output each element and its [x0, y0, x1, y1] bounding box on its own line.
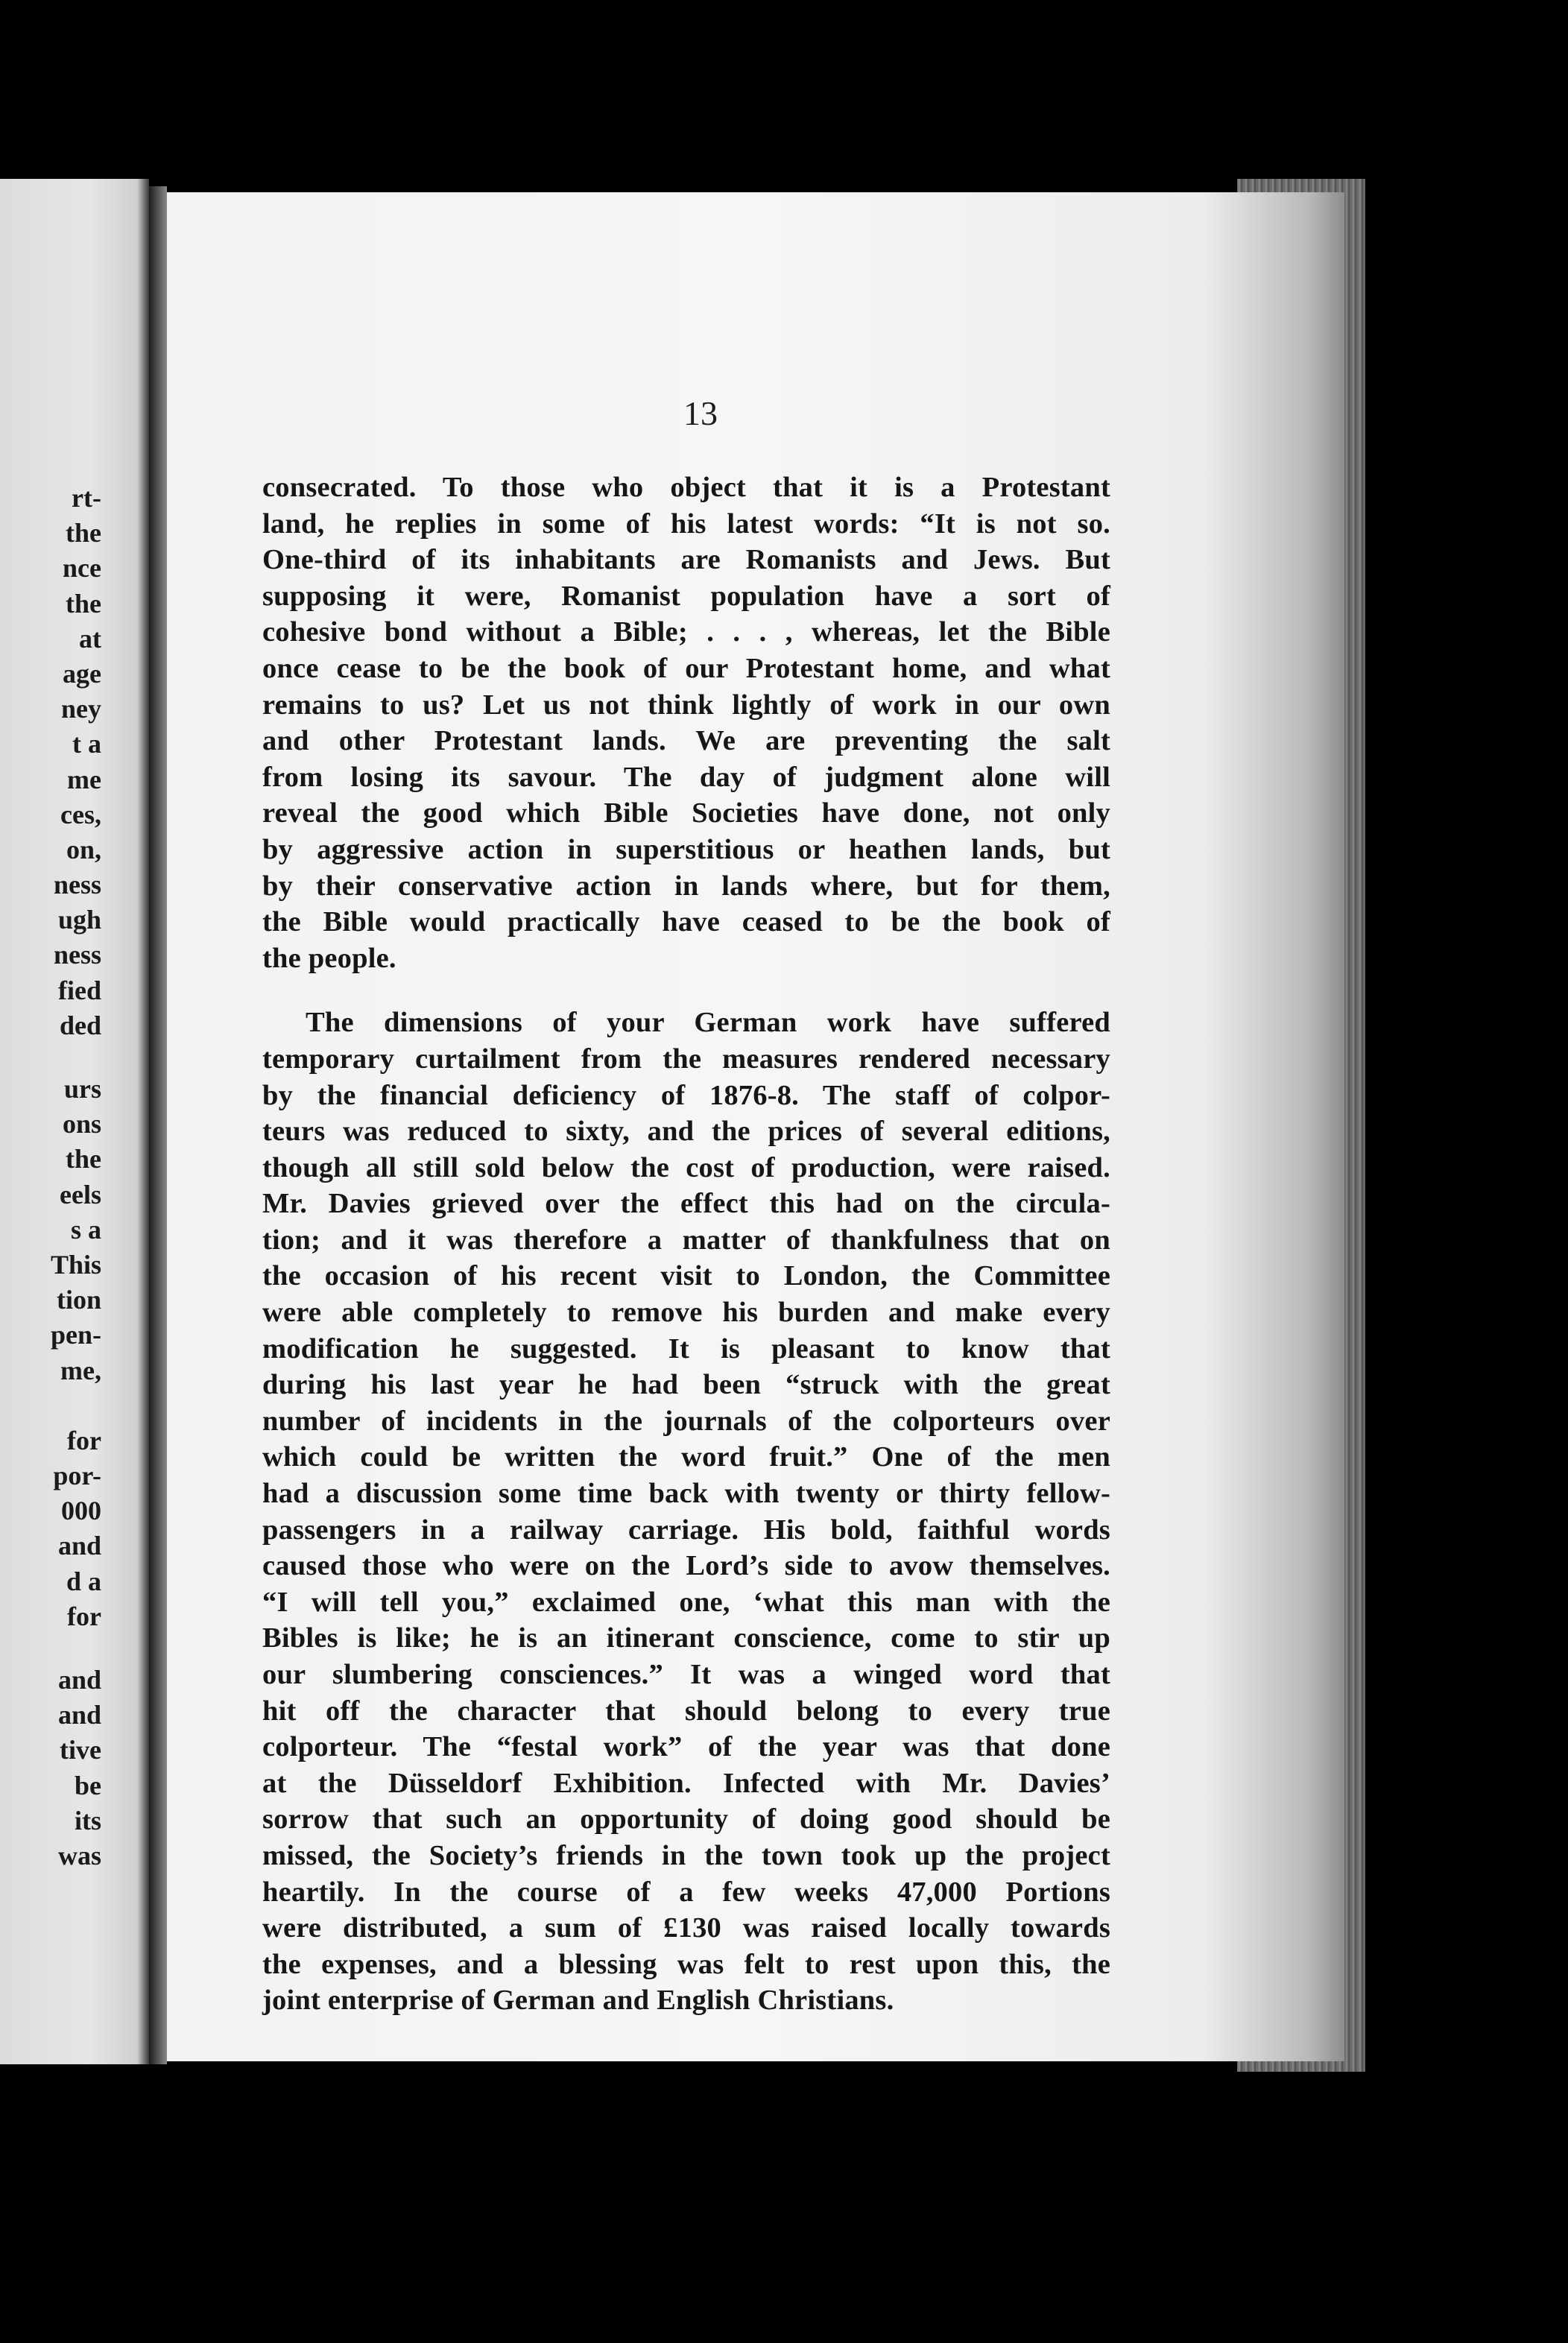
text-line: The dimensions of your German work have suffered [306, 1007, 1110, 1039]
paragraph-1 [262, 469, 1110, 976]
text-line: teurs was reduced to sixty, and the prices of several editions, [262, 1116, 1110, 1148]
book-gutter [149, 186, 167, 2064]
text-line: by their conservative action in lands where, but for them, [262, 870, 1110, 902]
text-line: heartily. In the course of a few weeks 47,000 Portions [262, 1876, 1110, 1908]
previous-page-fragment: fied [58, 975, 101, 1005]
text-line: the occasion of his recent visit to London, the Committee [262, 1260, 1110, 1292]
text-line: caused those who were on the Lord’s side to avow themselves. [262, 1550, 1110, 1582]
text-line: had a discussion some time back with twenty or thirty fellow- [262, 1478, 1110, 1510]
previous-page-fragment: 000 [61, 1496, 101, 1526]
text-line: our slumbering consciences.” It was a winged word that [262, 1659, 1110, 1690]
page-number: 13 [683, 394, 718, 432]
text-line: supposing it were, Romanist population have a sort of [262, 580, 1110, 612]
text-line: hit off the character that should belong to every true [262, 1695, 1110, 1727]
text-line: sorrow that such an opportunity of doing good should be [262, 1803, 1110, 1835]
previous-page-fragment: tive [60, 1735, 101, 1765]
previous-page-fragment: was [57, 1840, 101, 1871]
text-line: missed, the Society’s friends in the town took up the project [262, 1839, 1110, 1871]
previous-page-fragment: s a [70, 1214, 101, 1245]
text-line: land, he replies in some of his latest words: “It is not so. [262, 508, 1110, 540]
previous-page-fragment: for [67, 1601, 101, 1631]
text-line: colporteur. The “festal work” of the year was that done [262, 1731, 1110, 1763]
previous-page-fragment: d a [66, 1566, 101, 1596]
paragraph-2 [262, 1005, 1110, 2019]
text-line: by aggressive action in superstitious or heathen lands, but [262, 833, 1110, 865]
text-line: once cease to be the book of our Protestant home, and what [262, 652, 1110, 684]
text-line: cohesive bond without a Bible; . . . , whereas, let the Bible [262, 616, 1110, 648]
previous-page-fragment: for [67, 1425, 101, 1455]
previous-page-fragment: This [50, 1249, 101, 1280]
previous-page-fragment: urs [63, 1074, 101, 1104]
text-line: the expenses, and a blessing was felt to rest upon this, the [262, 1948, 1110, 1980]
previous-page-fragment: age [63, 658, 101, 689]
text-line: consecrated. To those who object that it is a Protestant [262, 472, 1110, 503]
text-line: which could be written the word fruit.” One of the men [262, 1441, 1110, 1473]
text-line: and other Protestant lands. We are preventing the salt [262, 725, 1110, 757]
text-line: during his last year he had been “struck with the great [262, 1369, 1110, 1401]
text-line: One-third of its inhabitants are Romanists and Jews. But [262, 544, 1110, 576]
text-line: the Bible would practically have ceased to be the book of [262, 906, 1110, 938]
previous-page-fragment: tion [56, 1285, 101, 1315]
previous-page-fragment: t a [72, 729, 101, 759]
previous-page-fragment: ness [53, 940, 101, 970]
text-line: though all still sold below the cost of production, were raised. [262, 1151, 1110, 1183]
previous-page-fragment: pen- [50, 1320, 101, 1350]
previous-page-fragment: me, [60, 1355, 101, 1385]
text-line: from losing its savour. The day of judgment alone will [262, 761, 1110, 793]
previous-page-fragment: me [67, 764, 101, 794]
text-line: joint enterprise of German and English Christians. [262, 1985, 894, 2017]
previous-page-fragment: nce [63, 553, 101, 584]
text-line: tion; and it was therefore a matter of thankfulness that on [262, 1224, 1110, 1256]
page-body [262, 469, 1110, 2019]
previous-page-fragment: rt- [72, 483, 101, 513]
previous-page-fragment: eels [60, 1179, 101, 1210]
previous-page-fragment: ney [61, 694, 101, 724]
text-line: “I will tell you,” exclaimed one, ‘what this man with the [262, 1586, 1110, 1618]
text-line: modification he suggested. It is pleasant to know that [262, 1332, 1110, 1365]
book-page [167, 192, 1344, 2061]
previous-page-fragment: its [75, 1805, 101, 1835]
previous-page-fragment: and [57, 1531, 101, 1561]
text-line: were able completely to remove his burden and make every [262, 1297, 1110, 1329]
text-line: Mr. Davies grieved over the effect this had on the circula- [262, 1188, 1110, 1220]
text-line: were distributed, a sum of £130 was raised locally towards [262, 1912, 1110, 1944]
text-line: reveal the good which Bible Societies have done, not only [262, 797, 1110, 829]
previous-page-fragment: ces, [60, 799, 101, 829]
previous-page-fragment: ded [59, 1010, 101, 1040]
previous-page-fragment: be [75, 1770, 101, 1800]
text-line: remains to us? Let us not think lightly of work in our own [262, 689, 1110, 721]
text-line: by the financial deficiency of 1876-8. The staff of colpor- [262, 1079, 1110, 1111]
text-line: temporary curtailment from the measures rendered necessary [262, 1043, 1110, 1075]
previous-page-text [51, 481, 101, 1874]
previous-page [0, 179, 149, 2064]
previous-page-fragment: at [79, 623, 101, 654]
previous-page-fragment: and [57, 1700, 101, 1730]
previous-page-fragment: ons [62, 1109, 101, 1139]
previous-page-fragment: the [66, 518, 101, 548]
previous-page-fragment [51, 1388, 101, 1423]
previous-page-fragment: the [66, 1144, 101, 1174]
text-line: the people. [262, 942, 396, 974]
text-line: passengers in a railway carriage. His bold, faithful words [262, 1514, 1110, 1546]
previous-page-fragment: the [66, 588, 101, 619]
text-line: Bibles is like; he is an itinerant conscience, come to stir up [262, 1622, 1110, 1654]
previous-page-fragment: por- [53, 1461, 101, 1491]
previous-page-fragment: and [57, 1665, 101, 1695]
previous-page-fragment: ness [53, 870, 101, 900]
text-line: at the Düsseldorf Exhibition. Infected with Mr. Davies’ [262, 1767, 1110, 1799]
previous-page-fragment: ugh [57, 905, 101, 935]
previous-page-fragment: on, [66, 834, 101, 864]
text-line: number of incidents in the journals of the colporteurs over [262, 1405, 1110, 1437]
